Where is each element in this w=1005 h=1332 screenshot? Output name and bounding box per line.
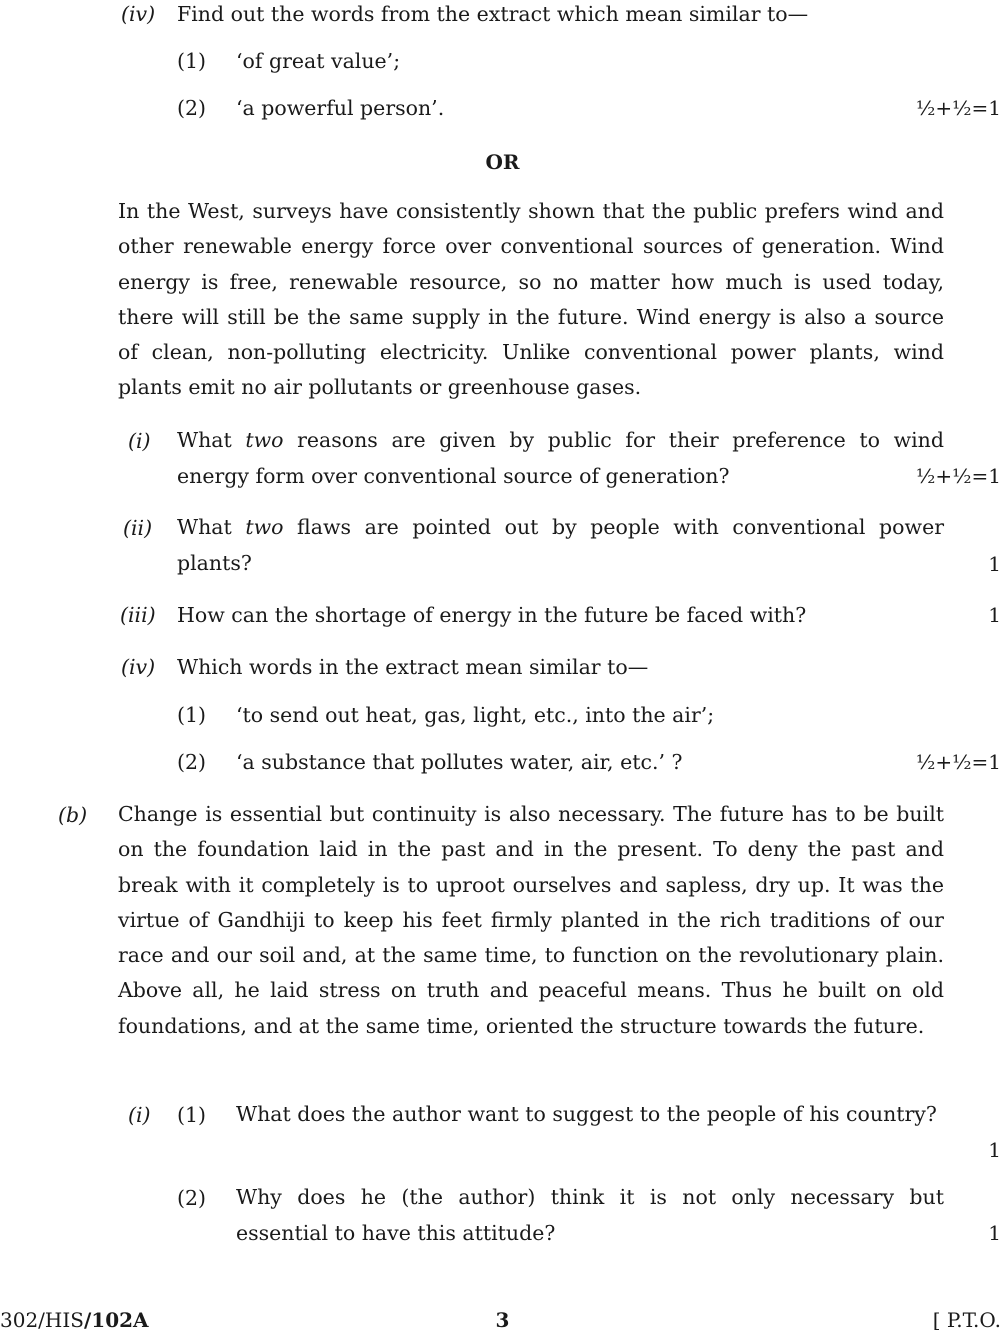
- marks: ½+½=1: [915, 464, 1001, 488]
- marks: 1: [988, 1221, 1001, 1245]
- question-text: Find out the words from the extract which mean similar to—: [177, 2, 809, 26]
- paper-code: 302/HIS/102A: [0, 1308, 149, 1332]
- question-label: (iii): [120, 603, 156, 627]
- question-text: What two flaws are pointed out by people with conventional power plants?: [177, 515, 944, 575]
- question-label: (i): [128, 429, 151, 453]
- question-text: How can the shortage of energy in the future be faced with?: [177, 603, 807, 627]
- question-text: What two reasons are given by public for their preference to wind energy form over conventional source of generation?: [177, 428, 944, 488]
- question-label: (i): [128, 1103, 151, 1127]
- sub-item-text: What does the author want to suggest to the people of his country?: [236, 1102, 937, 1126]
- marks: ½+½=1: [915, 96, 1001, 120]
- sub-item-number: (2): [177, 1186, 207, 1210]
- question-label: (iv): [121, 655, 156, 679]
- sub-item-number: (1): [177, 703, 207, 727]
- question-label: (ii): [123, 516, 153, 540]
- sub-item-text: Why does he (the author) think it is not only necessary but essential to have this attitude?: [236, 1185, 944, 1245]
- sub-item-text: ‘a powerful person’.: [236, 96, 445, 120]
- sub-item-text: ‘a substance that pollutes water, air, etc.’ ?: [236, 750, 683, 774]
- passage-text: Change is essential but continuity is also necessary. The future has to be built on the foundation laid in the past and in the present. To deny the past and break with it completely is to uproot ourselves and sapless, dry up. It was the virtue of Gandhiji to keep his feet firmly planted in the rich traditions of our race and our soil and, at the same time, to function on the revolutionary plain. Above all, he laid stress on truth and peaceful means. Thus he built on old foundations, and at the same time, oriented the structure towards the future.: [118, 802, 944, 1038]
- marks: 1: [988, 1138, 1001, 1162]
- part-label: (b): [58, 803, 88, 827]
- sub-item-number: (1): [177, 49, 207, 73]
- sub-item-text: ‘of great value’;: [236, 49, 401, 73]
- or-divider: OR: [485, 150, 520, 174]
- marks: 1: [988, 552, 1001, 576]
- marks: 1: [988, 603, 1001, 627]
- sub-item-number: (2): [177, 750, 207, 774]
- question-text: Which words in the extract mean similar to—: [177, 655, 649, 679]
- question-label: (iv): [121, 2, 156, 26]
- pto-label: [ P.T.O.: [932, 1308, 1001, 1332]
- marks: ½+½=1: [915, 750, 1001, 774]
- sub-item-number: (2): [177, 96, 207, 120]
- sub-item-text: ‘to send out heat, gas, light, etc., into the air’;: [236, 703, 715, 727]
- sub-item-number: (1): [177, 1103, 207, 1127]
- passage-text: In the West, surveys have consistently shown that the public prefers wind and other renewable energy force over conventional sources of generation. Wind energy is free, renewable resource, so no matter how much is used today, there will still be the same supply in the future. Wind energy is also a source of clean, non-polluting electricity. Unlike conventional power plants, wind plants emit no air pollutants or greenhouse gases.: [118, 199, 944, 400]
- page-number: 3: [495, 1308, 510, 1332]
